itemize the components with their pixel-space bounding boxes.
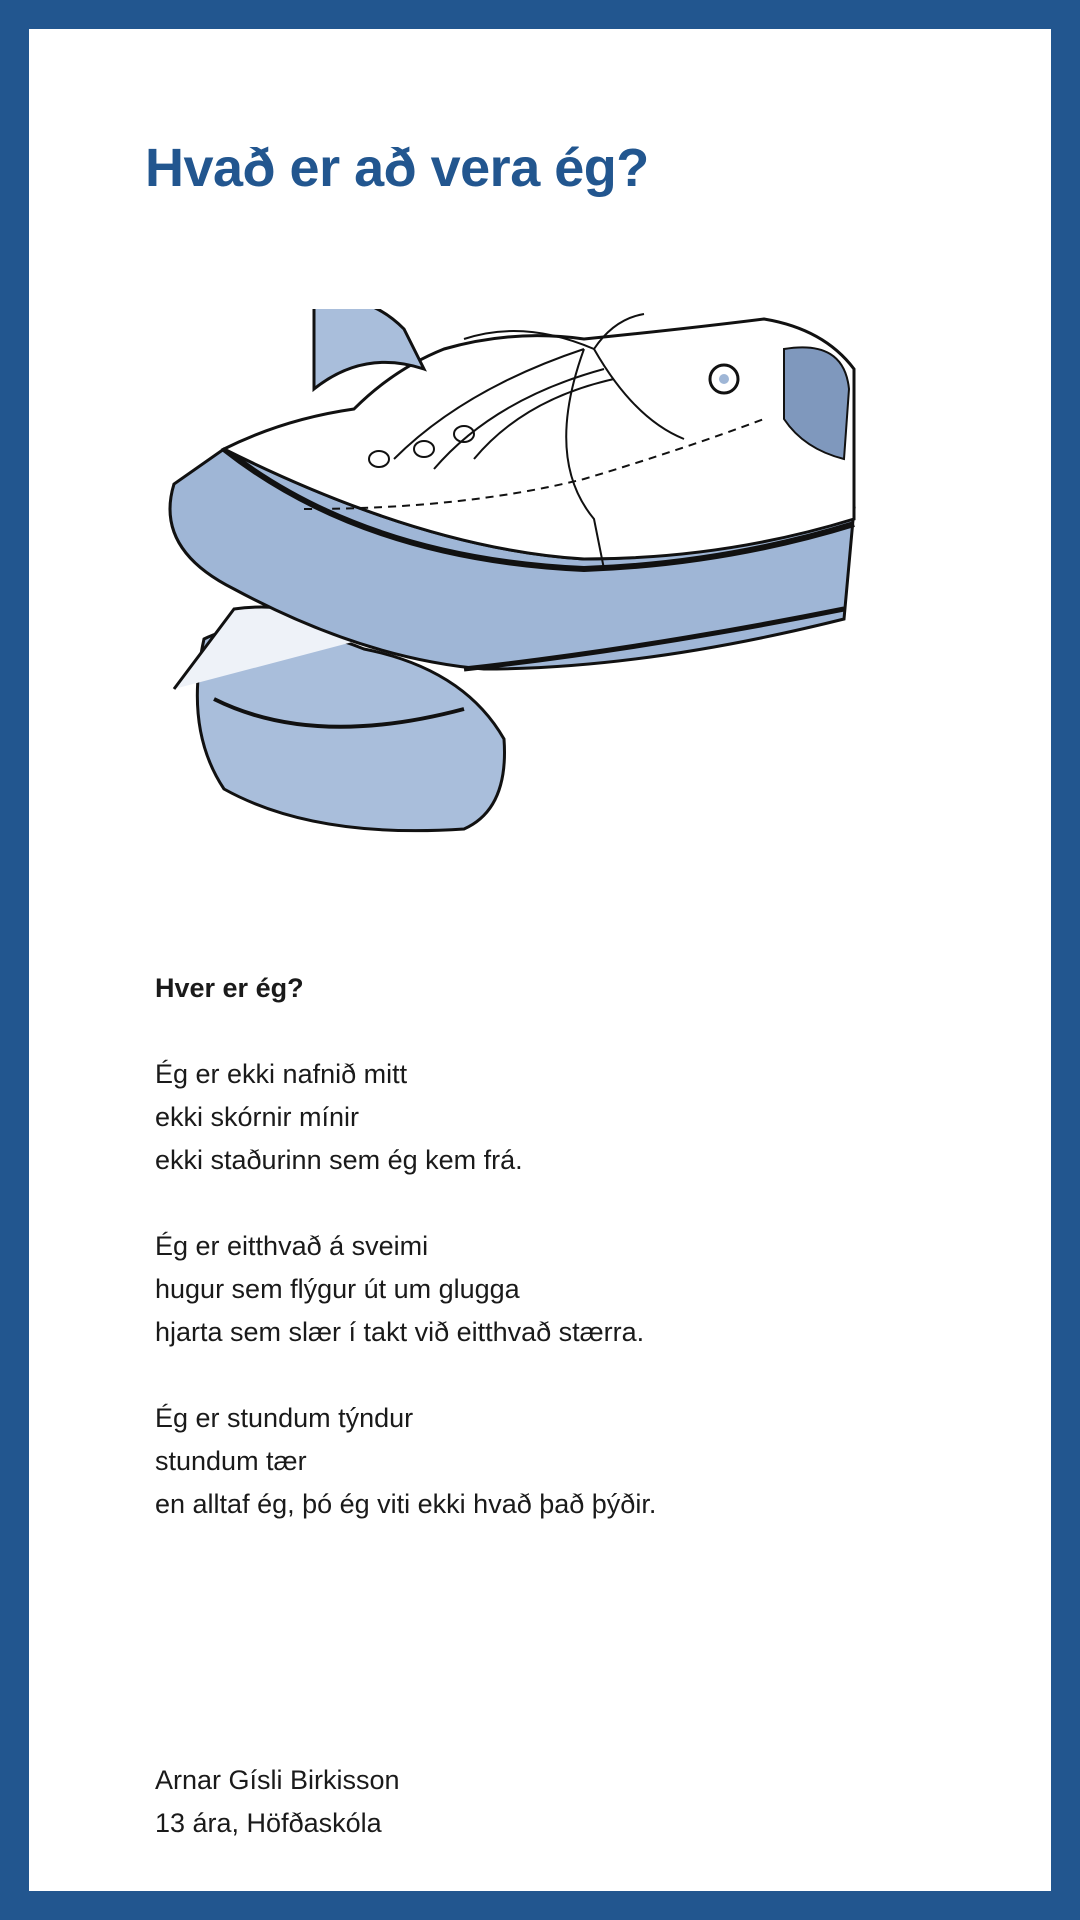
poem-stanza	[155, 1397, 656, 1526]
author-block	[155, 1759, 400, 1845]
poem-stanza	[155, 1225, 656, 1354]
page	[29, 29, 1051, 1891]
poem-line: hjarta sem slær í takt við eitthvað stærra.	[155, 1317, 645, 1347]
poem	[155, 967, 656, 1569]
poem-line: ekki skórnir mínir	[155, 1102, 360, 1132]
poem-line: en alltaf ég, þó ég viti ekki hvað það þýðir.	[155, 1489, 657, 1519]
author-name: Arnar Gísli Birkisson	[155, 1765, 400, 1795]
poem-stanza	[155, 1053, 656, 1182]
poem-line: Ég er ekki nafnið mitt	[155, 1059, 408, 1089]
sneakers-illustration	[164, 309, 874, 839]
poem-line: ekki staðurinn sem ég kem frá.	[155, 1145, 523, 1175]
poem-heading: Hver er ég?	[155, 973, 304, 1003]
poem-line: Ég er stundum týndur	[155, 1403, 414, 1433]
poem-line: stundum tær	[155, 1446, 307, 1476]
poem-line: Ég er eitthvað á sveimi	[155, 1231, 429, 1261]
author-details: 13 ára, Höfðaskóla	[155, 1808, 382, 1838]
poem-line: hugur sem flýgur út um glugga	[155, 1274, 520, 1304]
page-title: Hvað er að vera ég?	[145, 138, 649, 198]
